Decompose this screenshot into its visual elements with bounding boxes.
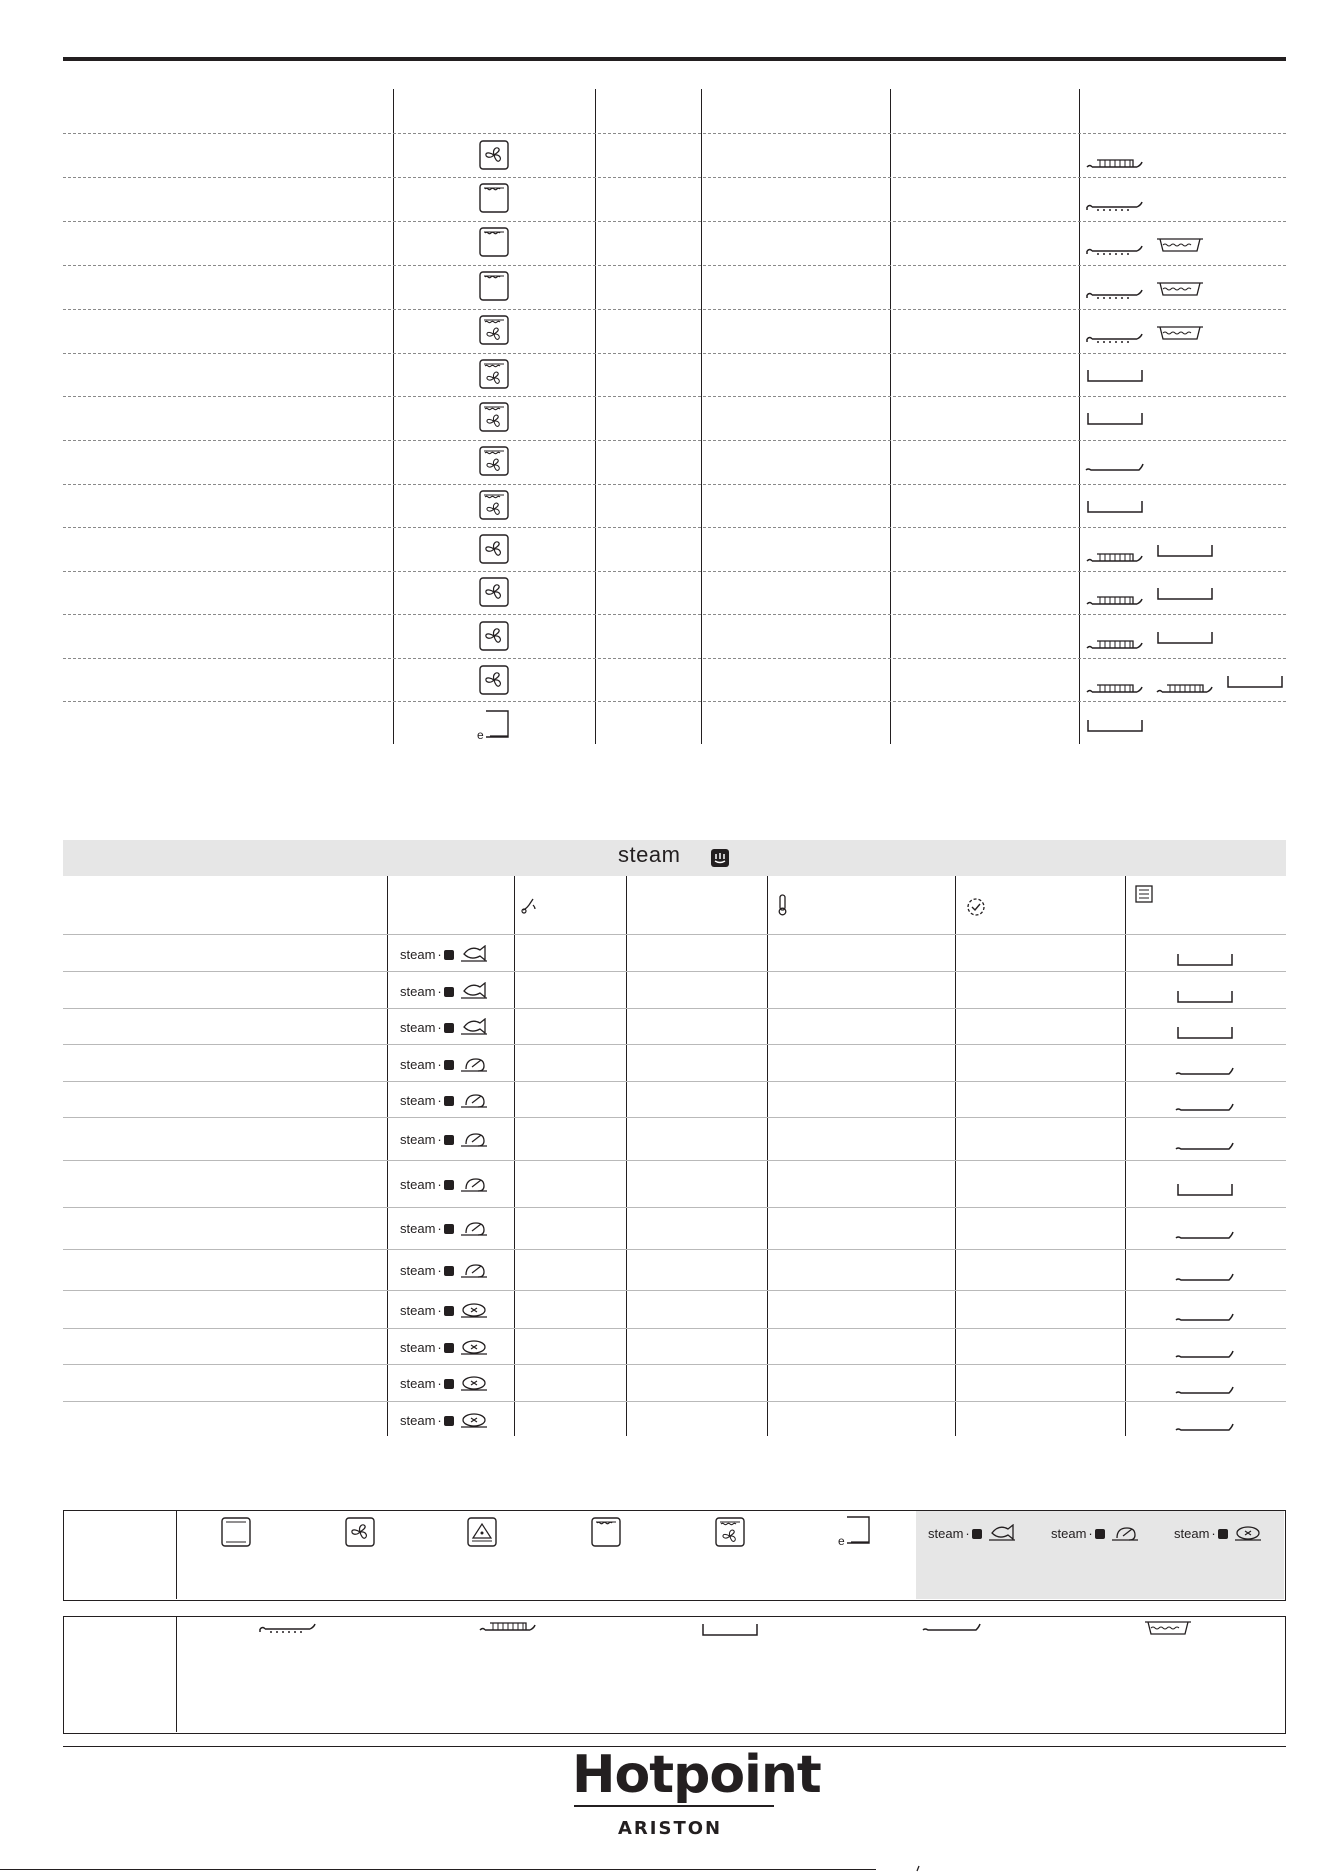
bread-icon	[460, 1411, 488, 1429]
meat-icon	[460, 1175, 488, 1193]
meat-icon	[460, 1130, 488, 1148]
steam-function-label	[400, 1338, 488, 1357]
steam-function-label	[400, 1219, 488, 1238]
pizza-icon	[467, 1517, 497, 1547]
row-divider	[63, 133, 1286, 134]
steam-function-label	[400, 1374, 488, 1393]
steam-box-icon	[444, 987, 454, 997]
steam-function-label	[400, 1175, 488, 1194]
row-divider	[63, 1364, 1286, 1365]
wire-rack-icon	[258, 1623, 318, 1637]
fan-mode-icon	[479, 577, 509, 607]
steam-text: steam	[928, 1526, 964, 1541]
steam-function-label	[400, 945, 488, 964]
row-divider	[63, 221, 1286, 222]
steam-dot: ·	[437, 1340, 442, 1355]
fan-mode-icon	[345, 1517, 375, 1547]
steam-box-icon	[1218, 1529, 1228, 1539]
steam-dot: ·	[437, 1057, 442, 1072]
drip-tray-icon	[1175, 1026, 1235, 1040]
row-divider	[63, 353, 1286, 354]
row-divider	[63, 177, 1286, 178]
thermometer-icon	[777, 894, 789, 916]
water-tray-icon	[1143, 1620, 1193, 1636]
steam-function-label	[400, 1261, 488, 1280]
top-heat-icon	[479, 271, 509, 301]
legend-divider	[176, 1511, 177, 1599]
top-heat-icon	[479, 183, 509, 213]
row-divider	[63, 1290, 1286, 1291]
steam-box-icon	[444, 1096, 454, 1106]
steam-function-label	[1051, 1524, 1139, 1543]
timer-icon	[966, 897, 986, 917]
steam-title-text: steam	[618, 842, 681, 867]
steam-text: steam	[400, 984, 436, 999]
steam-dot: ·	[437, 947, 442, 962]
col-divider	[1125, 876, 1126, 1436]
water-tray-icon	[1155, 281, 1205, 297]
steam-dot: ·	[965, 1526, 970, 1541]
top-heat-fan-icon	[479, 315, 509, 345]
row-divider	[63, 440, 1286, 441]
grill-rack-icon	[1085, 156, 1145, 170]
row-divider	[63, 1044, 1286, 1045]
row-divider	[63, 309, 1286, 310]
col-divider	[514, 876, 515, 1436]
top-heat-fan-icon	[715, 1517, 745, 1547]
col-divider	[595, 89, 596, 744]
accessories-legend	[63, 1616, 1286, 1734]
steam-box-icon	[710, 848, 730, 868]
drip-tray-icon	[1085, 719, 1145, 733]
steam-text: steam	[400, 1221, 436, 1236]
drip-tray-icon	[1155, 544, 1215, 558]
row-divider	[63, 1117, 1286, 1118]
fish-icon	[988, 1524, 1016, 1542]
baking-tray-icon	[1175, 1139, 1235, 1153]
steam-dot: ·	[1088, 1526, 1093, 1541]
steam-function-label	[400, 1411, 488, 1430]
conventional-icon	[221, 1517, 251, 1547]
bread-icon	[460, 1374, 488, 1392]
col-divider	[701, 89, 702, 744]
steam-box-icon	[1095, 1529, 1105, 1539]
steam-dot: ·	[437, 984, 442, 999]
steam-text: steam	[400, 1020, 436, 1035]
eco-mode-icon	[837, 1515, 871, 1547]
steam-box-icon	[444, 1306, 454, 1316]
baking-tray-icon	[922, 1620, 982, 1634]
grill-rack-icon	[1085, 593, 1145, 607]
baking-tray-icon	[1175, 1100, 1235, 1114]
steam-box-icon	[444, 1180, 454, 1190]
row-divider	[63, 1207, 1286, 1208]
steam-text: steam	[400, 1340, 436, 1355]
drip-tray-icon	[1225, 675, 1285, 689]
steam-box-icon	[444, 950, 454, 960]
steam-title	[618, 842, 680, 868]
grill-rack-icon	[1085, 681, 1145, 695]
row-divider	[63, 1401, 1286, 1402]
row-divider	[63, 701, 1286, 702]
top-heat-icon	[591, 1517, 621, 1547]
meat-icon	[460, 1091, 488, 1109]
steam-function-label	[400, 1055, 488, 1074]
steam-box-icon	[444, 1135, 454, 1145]
row-divider	[63, 1081, 1286, 1082]
fan-mode-icon	[479, 140, 509, 170]
drip-tray-icon	[1155, 587, 1215, 601]
steam-text: steam	[400, 1093, 436, 1108]
fan-mode-icon	[479, 665, 509, 695]
steam-box-icon	[444, 1060, 454, 1070]
drip-tray-icon	[1175, 953, 1235, 967]
baking-tray-icon	[1175, 1228, 1235, 1242]
bread-icon	[460, 1301, 488, 1319]
row-divider	[63, 1008, 1286, 1009]
baking-tray-icon	[1085, 460, 1145, 474]
top-heat-fan-icon	[479, 490, 509, 520]
legend-divider	[176, 1617, 177, 1732]
row-divider	[63, 396, 1286, 397]
steam-function-label	[400, 1018, 488, 1037]
top-heat-icon	[479, 227, 509, 257]
drip-tray-icon	[1085, 369, 1145, 383]
baking-tray-icon	[1175, 1270, 1235, 1284]
top-heat-fan-icon	[479, 446, 509, 476]
row-divider	[63, 971, 1286, 972]
steam-text: steam	[400, 1263, 436, 1278]
col-divider	[955, 876, 956, 1436]
meat-icon	[460, 1261, 488, 1279]
drip-tray-icon	[1175, 990, 1235, 1004]
baking-tray-icon	[1175, 1420, 1235, 1434]
row-divider	[63, 1249, 1286, 1250]
brand-underline	[574, 1805, 774, 1807]
svg-text:e: e	[838, 1534, 845, 1547]
meat-icon	[1111, 1524, 1139, 1542]
baking-tray-icon	[1175, 1347, 1235, 1361]
col-divider	[1079, 89, 1080, 744]
steam-dot: ·	[1211, 1526, 1216, 1541]
steam-dot: ·	[437, 1221, 442, 1236]
steam-box-icon	[444, 1416, 454, 1426]
water-tray-icon	[1155, 237, 1205, 253]
steam-dot: ·	[437, 1177, 442, 1192]
row-divider	[63, 571, 1286, 572]
row-divider	[63, 265, 1286, 266]
steam-dot: ·	[437, 1020, 442, 1035]
steam-dot: ·	[437, 1413, 442, 1428]
row-divider	[63, 527, 1286, 528]
col-divider	[767, 876, 768, 1436]
baking-tray-icon	[1175, 1064, 1235, 1078]
top-heat-fan-icon	[479, 402, 509, 432]
col-divider	[387, 876, 388, 1436]
steam-function-label	[400, 982, 488, 1001]
footer-rule	[0, 1869, 876, 1870]
steam-text: steam	[400, 1177, 436, 1192]
steam-box-icon	[444, 1266, 454, 1276]
wire-rack-icon	[1085, 333, 1145, 347]
shelf-level-icon	[1134, 884, 1154, 904]
page-mark-icon	[914, 1864, 924, 1872]
grill-rack-icon	[1155, 681, 1215, 695]
steam-function-label	[400, 1301, 488, 1320]
steam-dot: ·	[437, 1263, 442, 1278]
baking-tray-icon	[1175, 1310, 1235, 1324]
drip-tray-icon	[1155, 631, 1215, 645]
steam-dot: ·	[437, 1093, 442, 1108]
steam-function-label	[400, 1130, 488, 1149]
brand-logo: Hotpoint	[572, 1745, 821, 1805]
brand-subtitle: ARISTON	[618, 1818, 723, 1839]
col-divider	[393, 89, 394, 744]
steam-text: steam	[1174, 1526, 1210, 1541]
row-divider	[63, 658, 1286, 659]
steam-box-icon	[972, 1529, 982, 1539]
col-divider	[890, 89, 891, 744]
water-tray-icon	[1155, 325, 1205, 341]
steam-text: steam	[400, 947, 436, 962]
grill-rack-icon	[1085, 550, 1145, 564]
col-divider	[626, 876, 627, 1436]
steam-dot: ·	[437, 1132, 442, 1147]
meat-icon	[460, 1219, 488, 1237]
grill-rack-icon	[478, 1619, 538, 1633]
drip-tray-icon	[1085, 412, 1145, 426]
steam-box-icon	[444, 1224, 454, 1234]
fish-icon	[460, 945, 488, 963]
steam-dot: ·	[437, 1376, 442, 1391]
steam-function-label	[1174, 1524, 1262, 1543]
bread-icon	[460, 1338, 488, 1356]
row-divider	[63, 934, 1286, 935]
steam-box-icon	[444, 1343, 454, 1353]
bread-icon	[1234, 1524, 1262, 1542]
fan-mode-icon	[479, 534, 509, 564]
wire-rack-icon	[1085, 289, 1145, 303]
grill-rack-icon	[1085, 637, 1145, 651]
drip-tray-icon	[700, 1623, 760, 1637]
steam-text: steam	[400, 1057, 436, 1072]
baking-tray-icon	[1175, 1383, 1235, 1397]
steam-text: steam	[400, 1376, 436, 1391]
steam-function-label	[400, 1091, 488, 1110]
drip-tray-icon	[1175, 1183, 1235, 1197]
drip-tray-icon	[1085, 500, 1145, 514]
steam-dot: ·	[437, 1303, 442, 1318]
row-divider	[63, 484, 1286, 485]
top-rule	[63, 57, 1286, 61]
fish-icon	[460, 982, 488, 1000]
fan-mode-icon	[479, 621, 509, 651]
top-heat-fan-icon	[479, 359, 509, 389]
fish-icon	[460, 1018, 488, 1036]
steam-box-icon	[444, 1023, 454, 1033]
steam-text: steam	[400, 1413, 436, 1428]
wire-rack-icon	[1085, 201, 1145, 215]
steam-box-icon	[444, 1379, 454, 1389]
water-icon	[519, 893, 541, 915]
steam-text: steam	[400, 1303, 436, 1318]
steam-text: steam	[400, 1132, 436, 1147]
wire-rack-icon	[1085, 245, 1145, 259]
svg-text:e: e	[477, 728, 484, 741]
steam-function-label	[928, 1524, 1016, 1543]
row-divider	[63, 1160, 1286, 1161]
row-divider	[63, 1328, 1286, 1329]
eco-mode-icon	[476, 709, 510, 741]
row-divider	[63, 614, 1286, 615]
steam-text: steam	[1051, 1526, 1087, 1541]
meat-icon	[460, 1055, 488, 1073]
